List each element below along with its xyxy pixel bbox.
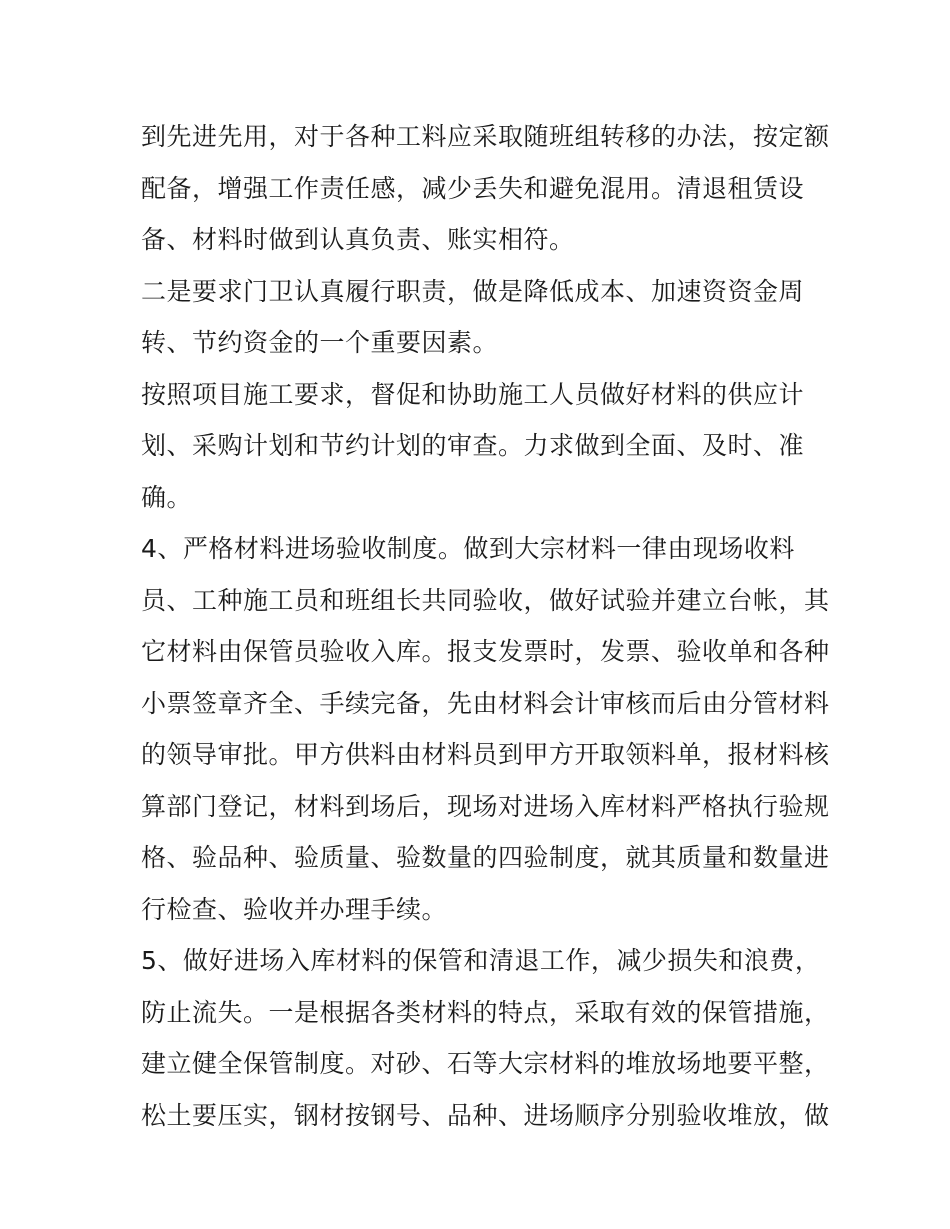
- text-line: 4、严格材料进场验收制度。做到大宗材料一律由现场收料: [141, 534, 795, 563]
- text-line: 员、工种施工员和班组长共同验收，做好试验并建立台帐，其: [141, 585, 830, 615]
- text-line: 小票签章齐全、手续完备，先由材料会计审核而后由分管材料: [141, 688, 830, 718]
- text-line: 松土要压实，钢材按钢号、品种、进场顺序分别验收堆放，做: [141, 1100, 830, 1130]
- text-line: 转、节约资金的一个重要因素。: [141, 328, 499, 357]
- text-line: 到先进先用，对于各种工料应采取随班组转移的办法，按定额: [141, 122, 830, 151]
- text-line: 备、材料时做到认真负责、账实相符。: [141, 225, 575, 254]
- text-line: 确。: [141, 482, 193, 512]
- text-line: 它材料由保管员验收入库。报支发票时，发票、验收单和各种: [141, 637, 830, 666]
- text-line: 防止流失。一是根据各类材料的特点，采取有效的保管措施，: [141, 997, 830, 1027]
- text-line: 算部门登记，材料到场后，现场对进场入库材料严格执行验规: [141, 791, 830, 821]
- text-line: 划、采购计划和节约计划的审查。力求做到全面、及时、准: [141, 431, 805, 460]
- text-line: 按照项目施工要求，督促和协助施工人员做好材料的供应计: [141, 379, 805, 409]
- text-line: 配备，增强工作责任感，减少丢失和避免混用。清退租赁设: [141, 173, 805, 203]
- text-line: 5、做好进场入库材料的保管和清退工作，减少损失和浪费，: [141, 946, 821, 975]
- text-line: 建立健全保管制度。对砂、石等大宗材料的堆放场地要平整，: [141, 1049, 830, 1078]
- text-line: 的领导审批。甲方供料由材料员到甲方开取领料单，报材料核: [141, 740, 830, 769]
- text-line: 行检查、验收并办理手续。: [141, 894, 448, 924]
- text-line: 格、验品种、验质量、验数量的四验制度，就其质量和数量进: [141, 843, 830, 872]
- body-text: [141, 111, 830, 1141]
- text-line: 二是要求门卫认真履行职责，做是降低成本、加速资资金周: [141, 276, 805, 306]
